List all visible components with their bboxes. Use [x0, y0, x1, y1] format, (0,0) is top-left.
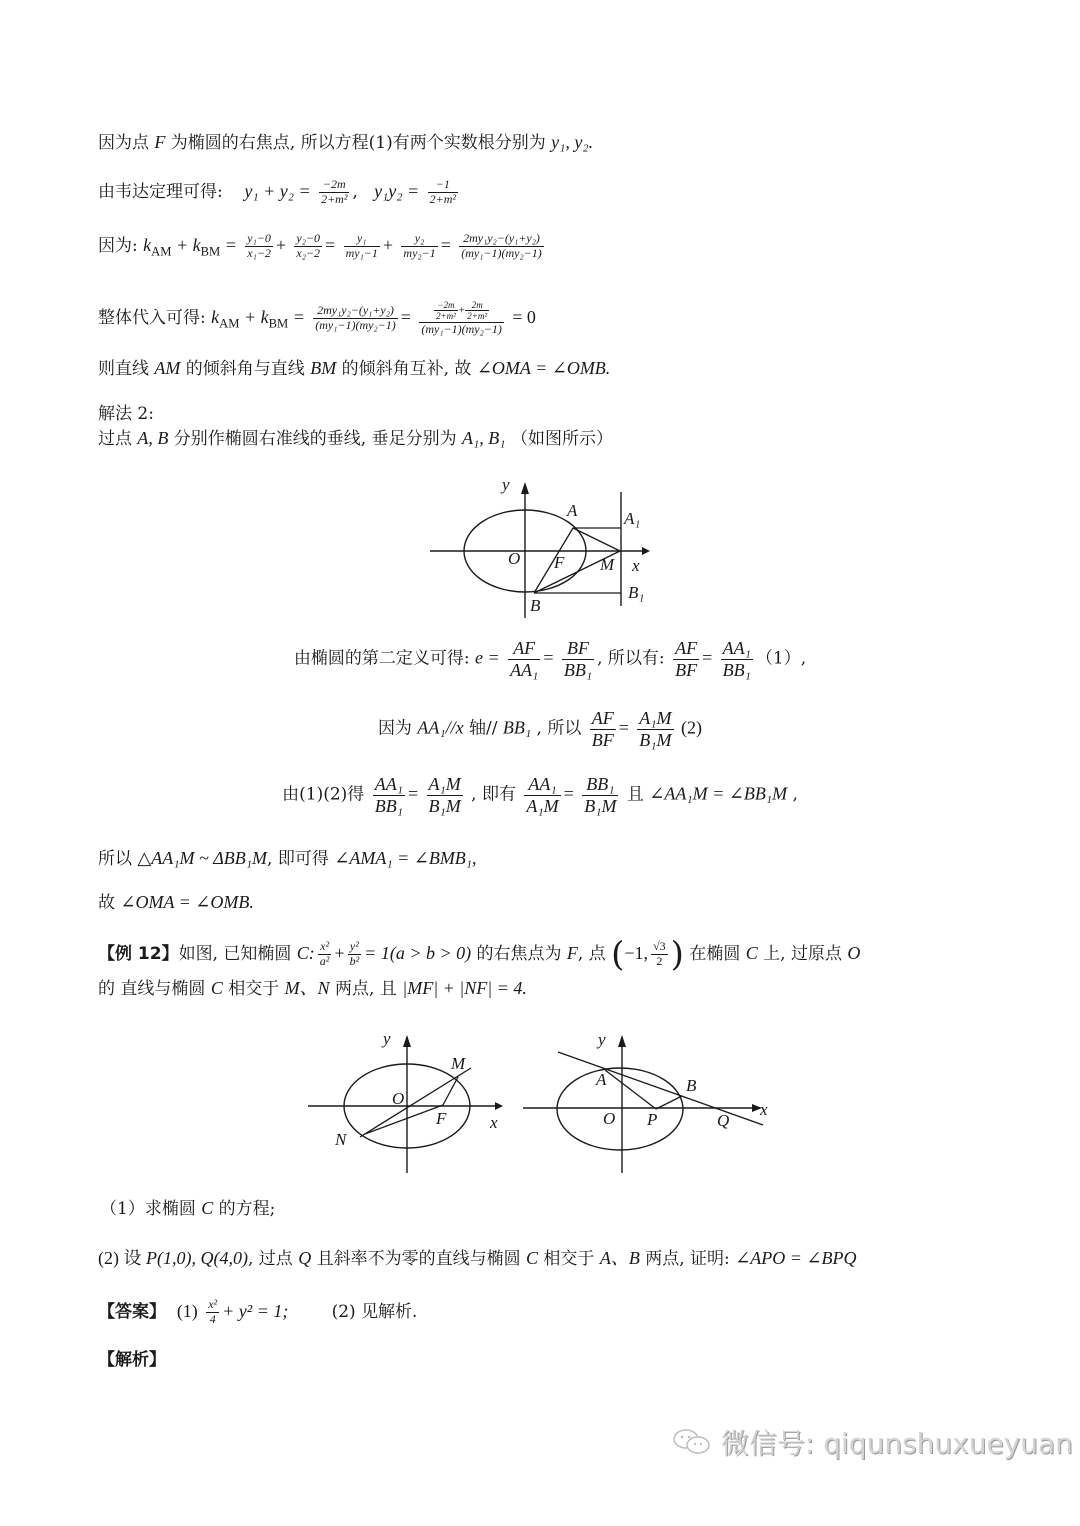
svg-text:M: M [600, 555, 615, 574]
math-var: M、N [284, 978, 330, 998]
text: 因为: [98, 235, 138, 256]
math-roots: y₁, y₂. [551, 132, 594, 152]
math-var: BB₁ [502, 717, 532, 738]
compound-fraction: $\frac{-2m}{\text{2+m²}}$ + $\frac{2m}{\text{2+m²}}$ (my₁−1)(my₂−1) [421, 300, 502, 336]
svg-text:x: x [490, 1113, 498, 1132]
math-equation: ∠AMA₁ = ∠BMB₁, [334, 848, 477, 868]
text: , 即可得 [267, 849, 335, 869]
text: （1）求椭圆 [100, 1199, 202, 1219]
text-line-focus-roots [98, 130, 593, 155]
svg-text:A: A [567, 501, 578, 520]
math-lhs: $k_{AM} + k_{BM}$ = [143, 234, 237, 259]
watermark [672, 1422, 1073, 1462]
math-equation: ∠AA₁M = ∠BB₁M [649, 783, 788, 804]
svg-text:x: x [760, 1100, 768, 1119]
fraction: $\frac{\text{AA₁}}{\text{A₁M}}$ [526, 774, 559, 816]
math-var: C [745, 942, 758, 963]
text: 由椭圆的第二定义可得: [293, 648, 476, 669]
answer-part-1-label: (1) [176, 1300, 198, 1321]
math-lhs: $k_{AM} + k_{BM}$ = [211, 306, 305, 331]
math-var: Q [298, 1248, 312, 1268]
text: 轴// [463, 718, 503, 739]
example-tag: 【例 12】 [98, 943, 179, 964]
answer-line [98, 1298, 417, 1327]
text: 由(1)(2)得 [282, 784, 370, 805]
answer-tag: 【答案】 [98, 1301, 166, 1322]
fraction: $\frac{\text{A₁M}}{\text{B₁M}}$ [428, 774, 461, 816]
text: 整体代入可得: [98, 307, 206, 328]
text-line-perpendiculars [98, 426, 613, 451]
text-line-parallel: 因为 AA₁//x 轴// BB₁ , 所以 $\frac{AF}{BF}$ = $\frac{\text{A₁M}}{\text{B₁M}}$ (2) [377, 708, 703, 750]
fraction: $\frac{AF}{BF}$ [591, 708, 614, 750]
fraction: $\frac{\text{2my₁y₂−(y₁+y₂)}}{\text{(my₁−1)(my₂−1)}}$ [461, 231, 542, 260]
analysis-heading [98, 1348, 166, 1372]
svg-text:A₁: A₁ [624, 509, 641, 528]
text: 过点 [98, 429, 138, 449]
fraction: $\frac{\text{AA₁}}{\text{BB₁}}$ [374, 774, 403, 816]
text: 相交于 [538, 1249, 600, 1269]
math-similarity: △AA₁M ~ ΔBB₁M [137, 848, 268, 868]
text: 故 [98, 893, 121, 913]
math-var: C [526, 1248, 539, 1268]
svg-text:O: O [508, 549, 521, 568]
text: 所以 [98, 849, 138, 869]
math-var: A₁, B₁ [462, 428, 506, 448]
method-2-heading [98, 402, 154, 426]
text: 两点, 证明: [639, 1249, 736, 1269]
svg-text:y: y [383, 1029, 391, 1048]
figure-ellipse-mn-chord [305, 1025, 510, 1175]
svg-text:B₁: B₁ [628, 583, 645, 602]
text: 因为 [377, 718, 418, 739]
text: 的 直线与椭圆 [98, 979, 211, 999]
math-var: e = [475, 647, 500, 668]
text: , 所以 [531, 718, 587, 739]
text: 在椭圆 [683, 943, 746, 964]
text: （如图所示） [505, 429, 613, 449]
fraction: $\frac{\text{x²}}{4}$ [208, 1297, 218, 1326]
math-equation: + y² = 1; [222, 1300, 289, 1321]
figure-ellipse-directrix [420, 468, 670, 618]
text: , 即有 [465, 784, 522, 805]
text: 由韦达定理可得: [98, 181, 223, 202]
math-equation: ∠OMA = ∠OMB. [476, 358, 611, 378]
text: , [787, 784, 798, 805]
fraction: $\frac{AF}{\text{AA₁}}$ [510, 638, 539, 680]
text-line-vieta: 由韦达定理可得: y₁ + y₂ = $\frac{-2m}{\text{2+m²}}$ , y₁y₂ = $\frac{-1}{\text{2+m²}}$ [98, 177, 456, 206]
math-coord: −1, [624, 942, 649, 963]
fraction: $\frac{AF}{BF}$ [675, 638, 698, 680]
svg-text:B: B [686, 1076, 697, 1095]
example-12-line-1: 【例 12】如图, 已知椭圆 C: $\frac{\text{x²}}{\text{a²}}$ + $\frac{\text{y²}}{\text{b²}}$ = 1(a > b > 0) 的右焦点为 F, 点 (−1, $\frac{√3}{2}$ ) 在椭圆 C 上, 过原点 O [98, 934, 861, 975]
math-product: y₁y₂ = [374, 180, 420, 201]
math-var: O [847, 942, 861, 963]
math-var: A、B [599, 1248, 640, 1268]
math-var: C: [296, 942, 315, 963]
fraction: $\frac{\text{y₁−0}}{\text{x₁−2}}$ [247, 231, 271, 260]
text: 因为点 [98, 133, 155, 153]
text: , 点 [577, 943, 612, 964]
svg-text:F: F [436, 1109, 447, 1128]
figure-ellipse-apq [520, 1025, 780, 1175]
text-line-slope-sum: 因为: $k_{AM} + k_{BM}$ = $\frac{\text{y₁−0}}{\text{x₁−2}}$ + $\frac{\text{y₂−0}}{\text{x₂−2}}$ = $\frac{\text{y₁}}{\text{my₁−1}}$ + $\frac{\text{y₂}}{\text{my₂−1}}$ = $\frac{\text{2my₁y₂−(y₁+y₂)}}{\text{(my₁−1)(my₂−1)}}$ [98, 231, 542, 260]
text: (2) 设 [98, 1248, 146, 1268]
fraction: $\frac{\text{AA₁}}{\text{BB₁}}$ [722, 638, 751, 680]
text: （1）, [755, 648, 807, 669]
text: 且斜率不为零的直线与椭圆 [311, 1249, 527, 1269]
text: 相交于 [222, 979, 285, 999]
fraction: $\frac{\text{2my₁y₂−(y₁+y₂)}}{\text{(my₁−1)(my₂−1)}}$ [315, 302, 396, 332]
text-line-conclusion-2 [98, 890, 254, 915]
text: 的右焦点为 [471, 943, 567, 964]
math-equation: ∠APO = ∠BPQ [735, 1248, 857, 1268]
fraction: $\frac{\text{y₂−0}}{\text{x₂−2}}$ [296, 231, 321, 260]
svg-text:F: F [554, 553, 565, 572]
text: 且 [621, 784, 650, 805]
math-equation: ∠OMA = ∠OMB. [120, 892, 254, 912]
example-12-line-2 [98, 976, 527, 1001]
svg-text:M: M [451, 1054, 466, 1073]
math-var: AM [154, 358, 181, 378]
svg-text:Q: Q [717, 1111, 730, 1130]
svg-text:x: x [632, 556, 640, 575]
wechat-icon [672, 1427, 712, 1457]
question-1 [100, 1196, 275, 1221]
svg-text:B: B [530, 596, 541, 615]
math-var: C [210, 978, 223, 998]
math-points: P(1,0), Q(4,0) [146, 1248, 248, 1268]
math-equation: |MF| + |NF| = 4. [402, 978, 527, 998]
text: 两点, 且 [329, 979, 403, 999]
fraction: $\frac{√3}{2}$ [653, 939, 666, 968]
text: 为椭圆的右焦点, 所以方程(1)有两个实数根分别为 [165, 133, 552, 153]
text: , 所以有: [597, 648, 671, 669]
text: 上, 过原点 [757, 943, 848, 964]
fraction: $\frac{-2m}{\text{2+m²}}$ [321, 177, 348, 206]
text-line-second-definition: 由椭圆的第二定义可得: e = $\frac{AF}{\text{AA₁}}$ = $\frac{BF}{\text{BB₁}}$ , 所以有: $\frac{AF}{BF}$ = $\frac{\text{AA₁}}{\text{BB₁}}$ （1）, [293, 638, 807, 680]
text: 的倾斜角互补, 故 [336, 359, 477, 379]
text-line-ratio-result: 由(1)(2)得 $\frac{\text{AA₁}}{\text{BB₁}}$ = $\frac{\text{A₁M}}{\text{B₁M}}$ , 即有 $\frac{\text{AA₁}}{\text{A₁M}}$ = $\frac{\text{BB₁}}{\text{B₁M}}$ 且 ∠AA₁M = ∠BB₁M , [282, 774, 798, 816]
svg-text:O: O [392, 1089, 405, 1108]
math-result: = 0 [512, 306, 536, 327]
answer-part-2: (2) 见解析. [331, 1301, 418, 1322]
fraction: $\frac{\text{y₁}}{\text{my₁−1}}$ [345, 231, 378, 260]
text: 分别作椭圆右准线的垂线, 垂足分别为 [168, 429, 463, 449]
fraction: $\frac{BF}{\text{BB₁}}$ [563, 638, 593, 680]
math-var: C [201, 1198, 214, 1218]
text-line-conclusion-1 [98, 356, 610, 381]
text: 的倾斜角与直线 [180, 359, 311, 379]
analysis-tag: 【解析】 [98, 1350, 166, 1370]
fraction: $\frac{\text{y₂}}{\text{my₂−1}}$ [403, 231, 436, 260]
math-var: AA₁//x [417, 717, 464, 738]
text: 解法 2: [98, 404, 154, 424]
text: 的方程; [213, 1199, 276, 1219]
math-sum: y₁ + y₂ = [244, 180, 311, 201]
fraction: $\frac{\text{A₁M}}{\text{B₁M}}$ [639, 708, 672, 750]
math-equation: = 1(a > b > 0) [364, 942, 472, 963]
question-2 [98, 1246, 856, 1271]
svg-text:y: y [598, 1030, 606, 1049]
fraction: $\frac{\text{x²}}{\text{a²}}$ [319, 939, 330, 968]
svg-text:O: O [603, 1109, 616, 1128]
text: 则直线 [98, 359, 155, 379]
math-var: F [154, 132, 166, 152]
text: , 过点 [247, 1249, 299, 1269]
text-line-similar-triangles [98, 846, 477, 871]
math-var: A, B [137, 428, 169, 448]
fraction: $\frac{\text{y²}}{\text{b²}}$ [349, 939, 360, 968]
fraction: $\frac{\text{BB₁}}{\text{B₁M}}$ [584, 774, 617, 816]
math-var: F [566, 942, 578, 963]
text-line-substitution: 整体代入可得: $k_{AM} + k_{BM}$ = $\frac{\text{2my₁y₂−(y₁+y₂)}}{\text{(my₁−1)(my₂−1)}}$ = $\frac{-2m}{\text{2+m²}}$ + $\frac{2m}{\text{2+m²}}$ (my₁−1)(my₂−1) = 0 [98, 300, 536, 336]
text: (2) [676, 717, 703, 738]
text: 如图, 已知椭圆 [178, 943, 297, 964]
svg-text:y: y [502, 475, 510, 494]
svg-text:A: A [596, 1070, 607, 1089]
fraction: $\frac{-1}{\text{2+m²}}$ [429, 177, 456, 206]
svg-text:N: N [335, 1130, 347, 1149]
watermark-text: 微信号: qiqunshuxueyuan [720, 1427, 1073, 1460]
math-var: BM [310, 358, 337, 378]
svg-text:P: P [647, 1110, 658, 1129]
